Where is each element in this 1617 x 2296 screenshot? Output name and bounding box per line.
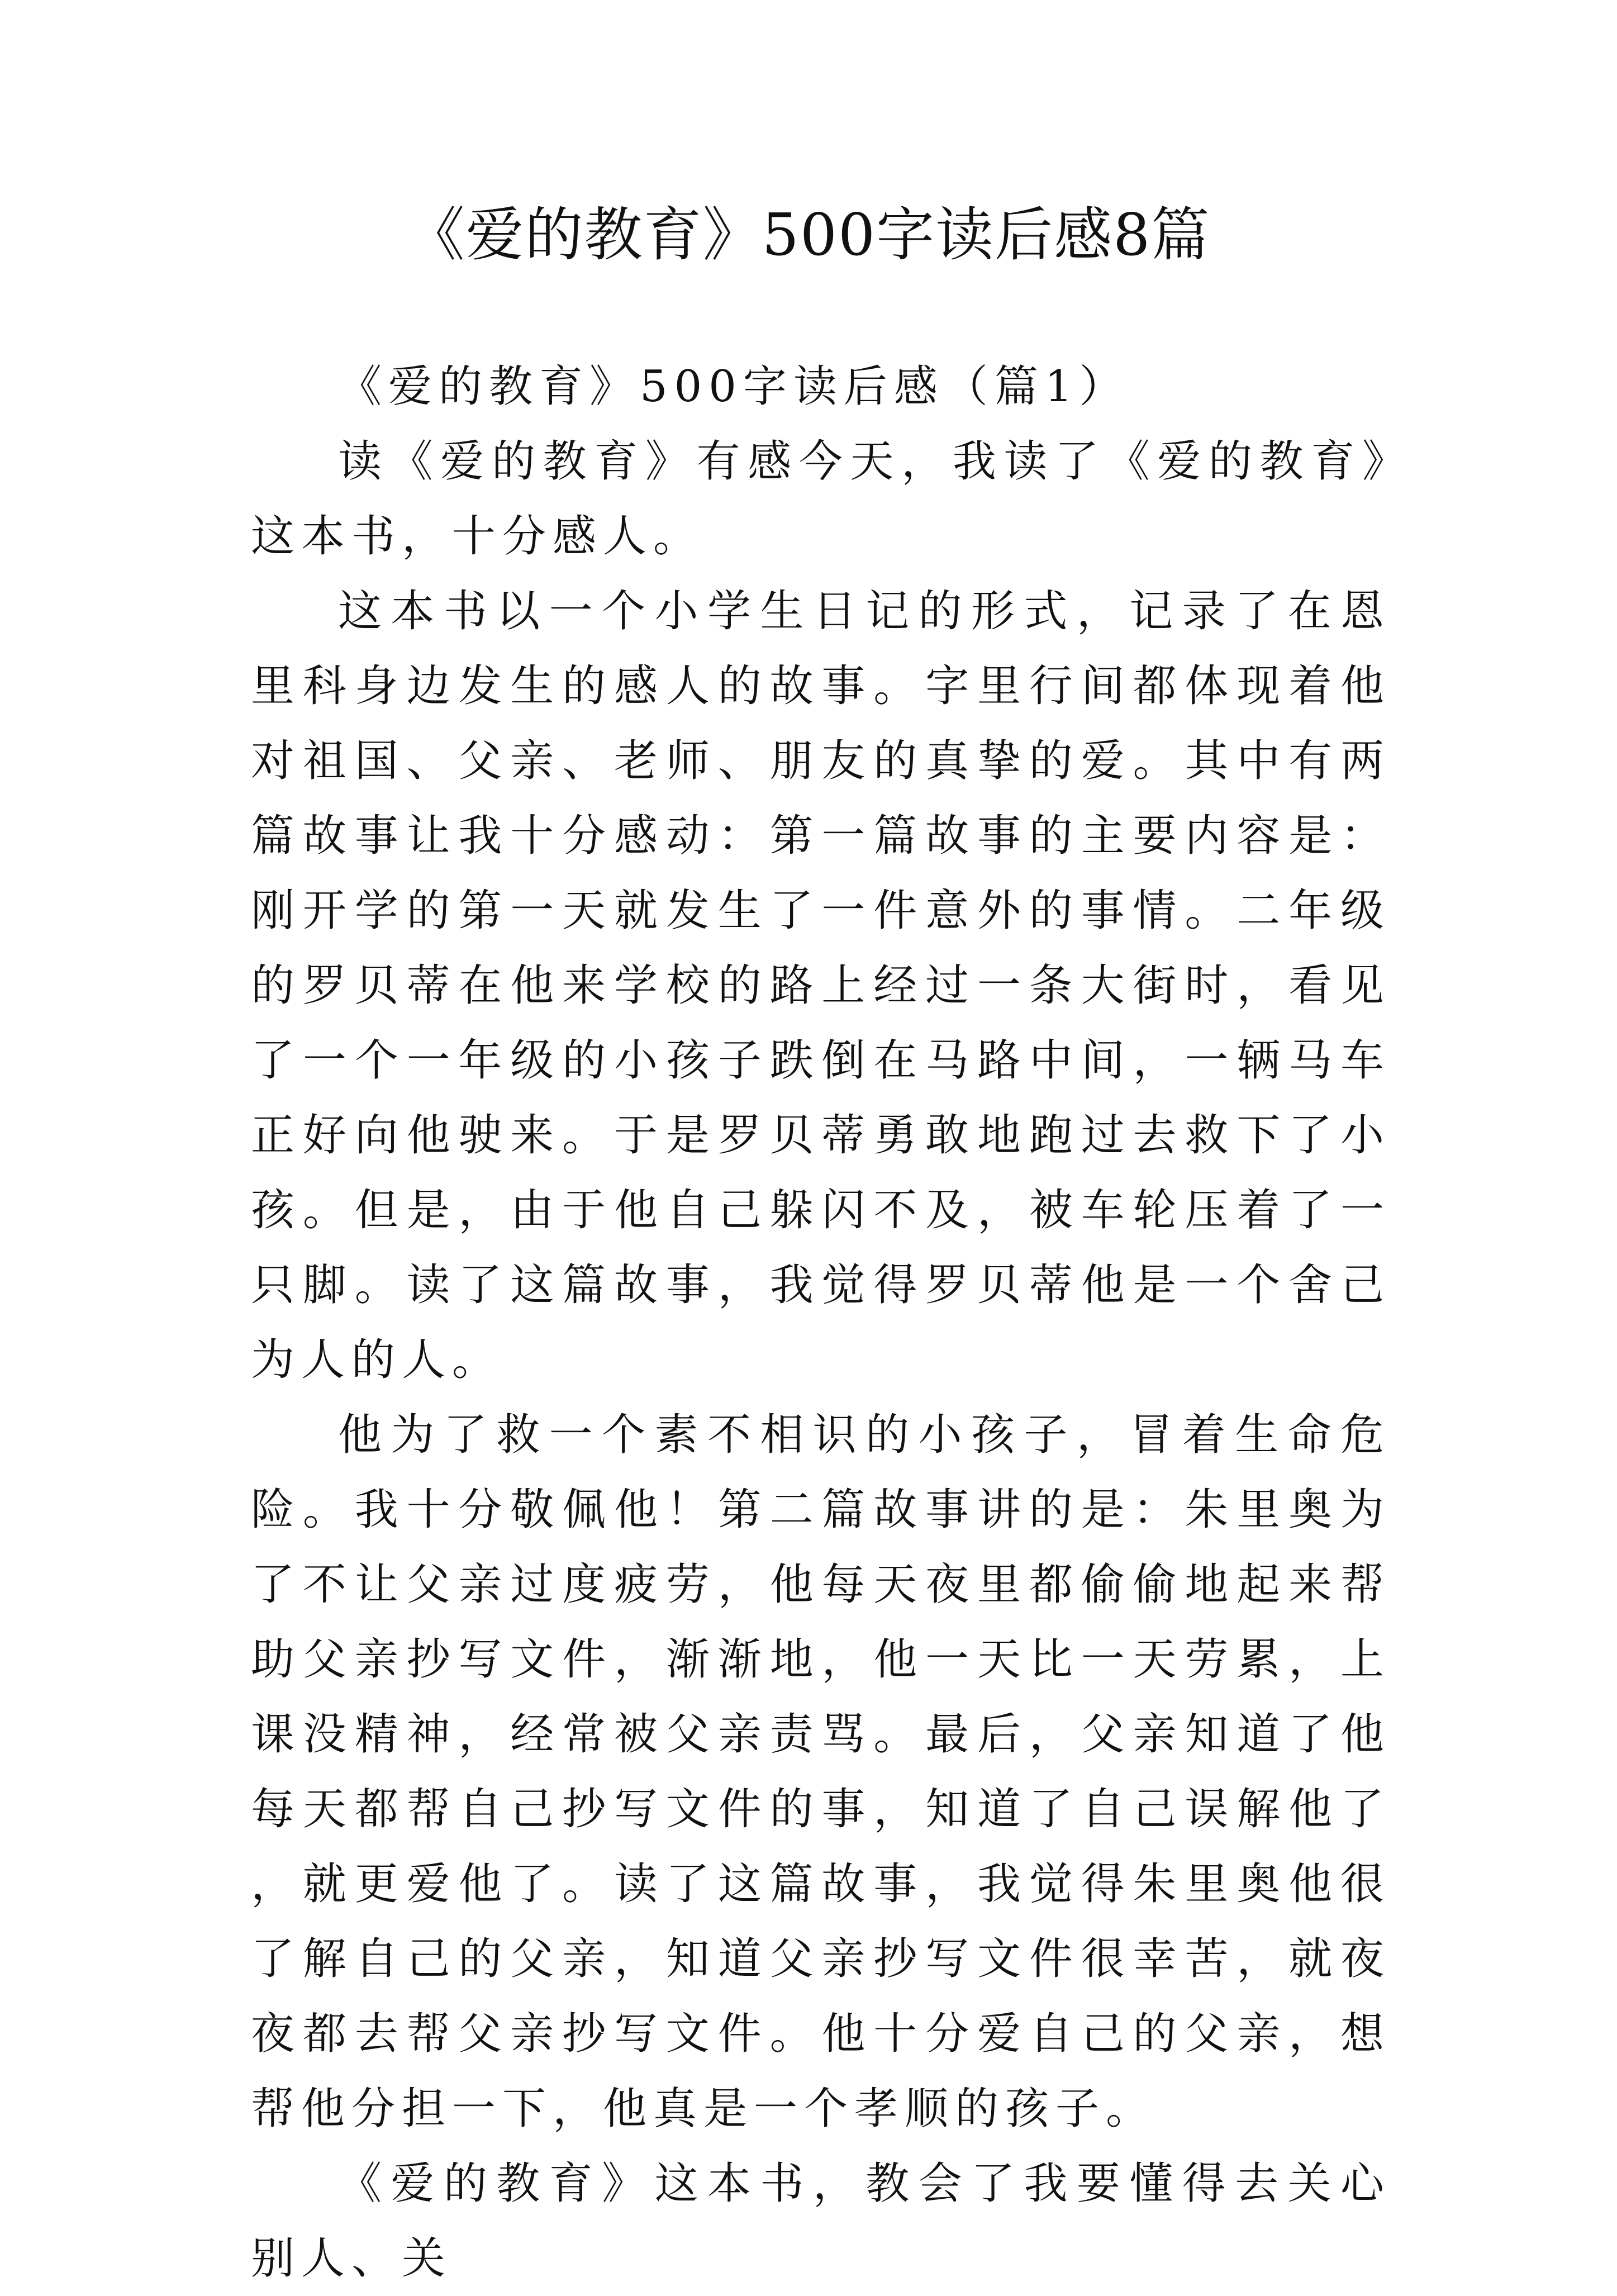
paragraph: 读《爱的教育》有感今天，我读了《爱的教育》这本书，十分感人。	[251, 436, 1391, 562]
paragraph: 这本书以一个小学生日记的形式，记录了在恩里科身边发生的感人的故事。字里行间都体现着他对祖国、父亲、老师、朋友的真挚的爱。其中有两篇故事让我十分感动：第一篇故事的主要内容是：刚开学的第一天就发生了一件意外的事情。二年级的罗贝蒂在他来学校的路上经过一条大街时，看见了一个一年级的小孩子跌倒在马路中间，一辆马车正好向他驶来。于是罗贝蒂勇敢地跑过去救下了小孩。但是，由于他自己躲闪不及，被车轮压着了一只脚。读了这篇故事，我觉得罗贝蒂他是一个舍己为人的人。	[251, 586, 1391, 1385]
section-heading: 《爱的教育》500字读后感（篇1）	[338, 362, 1130, 412]
document-body	[251, 349, 1391, 2296]
document-title: 《爱的教育》500字读后感8篇	[406, 201, 1211, 269]
paragraph: 他为了救一个素不相识的小孩子，冒着生命危险。我十分敬佩他！第二篇故事讲的是：朱里奥为了不让父亲过度疲劳，他每天夜里都偷偷地起来帮助父亲抄写文件，渐渐地，他一天比一天劳累，上课没精神，经常被父亲责骂。最后，父亲知道了他每天都帮自己抄写文件的事，知道了自己误解他了，就更爱他了。读了这篇故事，我觉得朱里奥他很了解自己的父亲，知道父亲抄写文件很幸苦，就夜夜都去帮父亲抄写文件。他十分爱自己的父亲，想帮他分担一下，他真是一个孝顺的孩子。	[251, 1410, 1391, 2134]
paragraph: 《爱的教育》这本书，教会了我要懂得去关心别人、关	[251, 2159, 1391, 2284]
